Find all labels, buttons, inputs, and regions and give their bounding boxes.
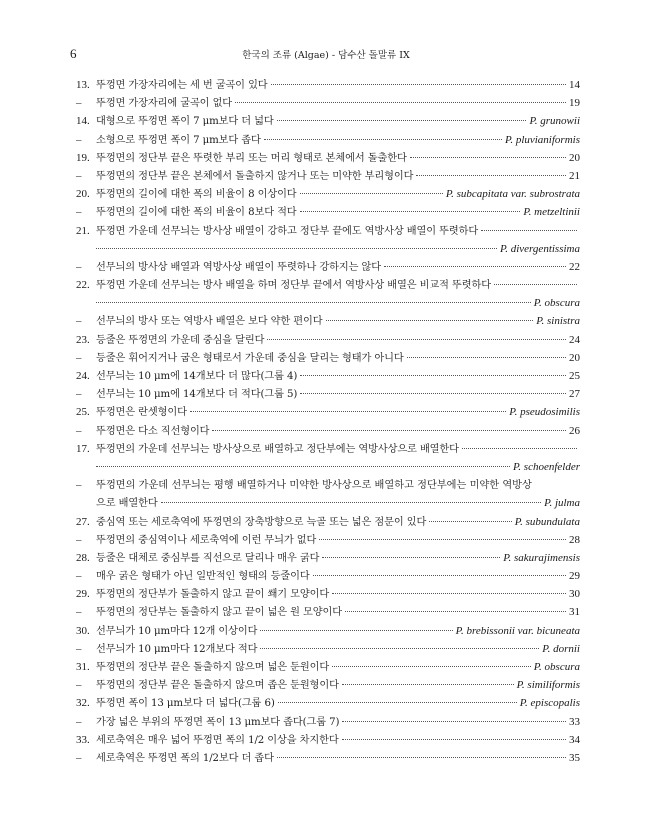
couplet-number: 23. bbox=[76, 333, 90, 346]
taxon-name: P. obscura bbox=[533, 661, 580, 673]
key-line bbox=[76, 422, 580, 440]
key-line bbox=[76, 112, 580, 130]
leader-dots bbox=[345, 611, 566, 612]
taxon-name: P. pluvianiformis bbox=[505, 133, 580, 146]
taxon-name: P. episcopalis bbox=[519, 697, 580, 710]
key-line bbox=[76, 694, 580, 712]
taxon-name: P. similiformis bbox=[516, 679, 580, 692]
taxon-name: P. brebissonii var. bicuneata bbox=[455, 624, 580, 637]
couplet-number: 24. bbox=[76, 370, 90, 382]
leader-dots bbox=[260, 648, 539, 649]
couplet-number: – bbox=[76, 533, 82, 546]
leader-dots bbox=[300, 375, 566, 376]
couplet-target: 14 bbox=[569, 79, 580, 91]
leader-dots bbox=[96, 466, 510, 467]
leader-dots bbox=[300, 211, 521, 212]
couplet-number: 19. bbox=[76, 151, 90, 164]
couplet-number: 13. bbox=[76, 79, 90, 91]
key-line bbox=[76, 131, 580, 149]
key-line bbox=[76, 258, 580, 276]
page-number: 6 bbox=[70, 46, 77, 61]
couplet-number: – bbox=[76, 351, 82, 364]
leader-dots bbox=[342, 739, 566, 740]
couplet-number: – bbox=[76, 479, 82, 492]
leader-dots bbox=[416, 175, 566, 176]
key-line bbox=[76, 713, 580, 731]
couplet-number: – bbox=[76, 424, 82, 437]
taxon-name: P. dornii bbox=[542, 642, 580, 655]
taxon-name: P. divergentissima bbox=[499, 242, 580, 255]
couplet-number: – bbox=[76, 388, 82, 401]
couplet-text: 뚜껑면 가장자리에는 세 번 굴곡이 있다 bbox=[96, 80, 268, 91]
couplet-target: 31 bbox=[569, 606, 580, 619]
leader-dots bbox=[300, 193, 443, 194]
couplet-text: 뚜껑면 가운데 선무늬는 방사상 배열이 강하고 정단부 끝에도 역방사상 배열이 뚜렷하다 bbox=[96, 225, 479, 237]
couplet-target: 33 bbox=[569, 715, 580, 728]
leader-dots bbox=[342, 684, 514, 685]
couplet-target: 29 bbox=[569, 570, 580, 583]
couplet-text: 뚜껑면 폭이 13 μm보다 더 넓다(그룹 6) bbox=[96, 698, 275, 710]
couplet-number: 21. bbox=[76, 224, 90, 237]
key-line bbox=[76, 222, 580, 240]
couplet-text: 뚜껑면의 가운데 선무늬는 방사상으로 배열하고 정단부에는 역방사상으로 배열한다 bbox=[96, 443, 459, 455]
couplet-number: – bbox=[76, 206, 82, 219]
couplet-number: – bbox=[76, 570, 82, 583]
key-line bbox=[76, 676, 580, 694]
couplet-number: 27. bbox=[76, 515, 90, 528]
couplet-text: 뚜껑면의 정단부 끝은 뚜렷한 부리 또는 머리 형태로 본체에서 돌출한다 bbox=[96, 152, 407, 164]
couplet-number: – bbox=[76, 642, 82, 655]
key-line bbox=[76, 622, 580, 640]
couplet-text: 소형으로 뚜껑면 폭이 7 μm보다 좁다 bbox=[96, 134, 261, 146]
couplet-text: 뚜껑면의 정단부는 돌출하지 않고 끝이 넓은 원 모양이다 bbox=[96, 607, 343, 619]
couplet-text: 중심역 또는 세로축역에 뚜껑면의 장축방향으로 늑골 또는 넓은 점문이 있다 bbox=[96, 516, 427, 528]
couplet-target: 22 bbox=[569, 260, 580, 273]
couplet-text: 대형으로 뚜껑면 폭이 7 μm보다 더 넓다 bbox=[96, 116, 274, 128]
couplet-number: 14. bbox=[76, 115, 90, 128]
couplet-text: 선무늬는 10 μm에 14개보다 더 적다(그룹 5) bbox=[96, 389, 298, 401]
couplet-text: 세로축역은 뚜껑면 폭의 1/2보다 더 좁다 bbox=[96, 752, 274, 764]
couplet-target: 24 bbox=[569, 333, 580, 346]
leader-dots bbox=[161, 502, 542, 503]
identification-key bbox=[76, 76, 580, 767]
leader-dots bbox=[212, 430, 566, 431]
leader-dots bbox=[322, 557, 500, 558]
couplet-number: – bbox=[76, 715, 82, 728]
couplet-text: 뚜껑면의 중심역이나 세로축역에 이런 무늬가 없다 bbox=[96, 534, 317, 546]
leader-dots bbox=[462, 448, 577, 449]
taxon-name: P. julma bbox=[544, 497, 580, 510]
couplet-number: 28. bbox=[76, 551, 90, 564]
couplet-target: 34 bbox=[569, 733, 580, 746]
key-line bbox=[76, 167, 580, 185]
key-line bbox=[76, 513, 580, 531]
couplet-number: 32. bbox=[76, 697, 90, 710]
leader-dots bbox=[429, 521, 512, 522]
running-title: 한국의 조류 (Algae) - 담수산 돌말류 IX bbox=[242, 50, 410, 61]
leader-dots bbox=[319, 539, 566, 540]
couplet-text: 뚜껑면은 다소 직선형이다 bbox=[96, 425, 210, 437]
key-line bbox=[76, 440, 580, 458]
leader-dots bbox=[96, 248, 497, 249]
couplet-target: 20 bbox=[569, 151, 580, 164]
key-line bbox=[76, 276, 580, 294]
couplet-text: 으로 배열한다 bbox=[96, 498, 158, 510]
couplet-target: 19 bbox=[569, 97, 580, 110]
leader-dots bbox=[332, 666, 531, 667]
couplet-text: 선무늬가 10 μm마다 12개 이상이다 bbox=[96, 625, 258, 637]
leader-dots bbox=[342, 721, 566, 722]
couplet-target: 30 bbox=[569, 588, 580, 601]
key-line bbox=[76, 567, 580, 585]
leader-dots bbox=[313, 575, 566, 576]
taxon-name: P. pseudosimilis bbox=[509, 406, 580, 419]
key-line bbox=[76, 367, 580, 385]
taxon-name: P. grunowii bbox=[529, 115, 580, 128]
leader-dots bbox=[481, 230, 577, 231]
couplet-text: 뚜껑면의 정단부 끝은 돌출하지 않으며 좁은 둔원형이다 bbox=[96, 680, 339, 692]
leader-dots bbox=[277, 120, 527, 121]
couplet-text: 선무늬의 방사 또는 역방사 배열은 보다 약한 편이다 bbox=[96, 316, 323, 328]
couplet-text: 선무늬의 방사상 배열과 역방사상 배열이 뚜렷하나 강하지는 않다 bbox=[96, 261, 381, 273]
couplet-text: 선무늬는 10 μm에 14개보다 더 많다(그룹 4) bbox=[96, 371, 298, 382]
couplet-number: 22. bbox=[76, 279, 90, 292]
key-line bbox=[76, 603, 580, 621]
couplet-text: 세로축역은 매우 넓어 뚜껑면 폭의 1/2 이상을 차지한다 bbox=[96, 734, 339, 746]
couplet-text: 뚜껑면의 정단부 끝은 돌출하지 않으며 넓은 둔원이다 bbox=[96, 662, 330, 673]
key-line bbox=[76, 549, 580, 567]
key-line bbox=[76, 749, 580, 767]
couplet-text: 뚜껑면의 정단부가 돌출하지 않고 끝이 쐐기 모양이다 bbox=[96, 589, 330, 601]
couplet-number: – bbox=[76, 751, 82, 764]
leader-dots bbox=[267, 339, 566, 340]
couplet-text: 뚜껑면 가운데 선무늬는 방사 배열을 하며 정단부 끝에서 역방사상 배열은 비교적 뚜렷하다 bbox=[96, 280, 491, 292]
couplet-text: 뚜껑면의 가운데 선무늬는 평행 배열하거나 미약한 방사상으로 배열하고 정단부에는 미약한 역방상 bbox=[96, 480, 532, 492]
couplet-target: 35 bbox=[569, 751, 580, 764]
leader-dots bbox=[264, 139, 502, 140]
couplet-number: 17. bbox=[76, 442, 90, 455]
leader-dots bbox=[494, 284, 577, 285]
leader-dots bbox=[326, 320, 534, 321]
taxon-name: P. sakurajimensis bbox=[503, 551, 580, 564]
couplet-target: 28 bbox=[569, 533, 580, 546]
couplet-text: 선무늬가 10 μm마다 12개보다 적다 bbox=[96, 643, 258, 655]
couplet-text: 뚜껑면의 길이에 대한 폭의 비율이 8보다 적다 bbox=[96, 207, 297, 219]
key-line bbox=[76, 312, 580, 330]
key-line bbox=[76, 731, 580, 749]
leader-dots bbox=[260, 630, 452, 631]
key-line bbox=[76, 476, 580, 494]
couplet-target: 20 bbox=[569, 351, 580, 364]
leader-dots bbox=[410, 157, 566, 158]
couplet-number: – bbox=[76, 606, 82, 619]
leader-dots bbox=[278, 702, 517, 703]
key-line bbox=[76, 203, 580, 221]
couplet-number: – bbox=[76, 260, 82, 273]
couplet-number: – bbox=[76, 97, 82, 110]
couplet-text: 뚜껑면 가장자리에 굴곡이 없다 bbox=[96, 98, 233, 110]
leader-dots bbox=[271, 84, 566, 85]
couplet-text: 뚜껑면의 정단부 끝은 본체에서 돌출하지 않거나 또는 미약한 부리형이다 bbox=[96, 170, 414, 182]
taxon-name: P. obscura bbox=[533, 297, 580, 310]
couplet-text: 등줄은 뚜껑면의 가운데 중심을 달린다 bbox=[96, 334, 265, 346]
key-line bbox=[76, 240, 580, 258]
leader-dots bbox=[96, 302, 531, 303]
key-line bbox=[76, 76, 580, 94]
taxon-name: P. metzeltinii bbox=[523, 206, 580, 219]
key-line bbox=[76, 658, 580, 676]
couplet-number: – bbox=[76, 133, 82, 146]
leader-dots bbox=[277, 757, 566, 758]
key-line bbox=[76, 640, 580, 658]
couplet-target: 26 bbox=[569, 424, 580, 437]
couplet-text: 뚜껑면은 란셋형이다 bbox=[96, 407, 187, 419]
couplet-number: 30. bbox=[76, 624, 90, 637]
couplet-text: 가장 넓은 부위의 뚜껑면 폭이 13 μm보다 좁다(그룹 7) bbox=[96, 716, 340, 728]
taxon-name: P. subundulata bbox=[514, 515, 580, 528]
key-line bbox=[76, 458, 580, 476]
key-line bbox=[76, 494, 580, 512]
couplet-number: 33. bbox=[76, 733, 90, 746]
couplet-text: 등줄은 휘어지거나 굽은 형태로서 가운데 중심을 달리는 형태가 아니다 bbox=[96, 352, 404, 364]
key-line bbox=[76, 294, 580, 312]
key-line bbox=[76, 331, 580, 349]
leader-dots bbox=[384, 266, 566, 267]
taxon-name: P. subcapitata var. subrostrata bbox=[445, 188, 580, 201]
couplet-number: 29. bbox=[76, 588, 90, 601]
leader-dots bbox=[407, 357, 566, 358]
couplet-target: 21 bbox=[569, 169, 580, 182]
taxon-name: P. schoenfelder bbox=[512, 460, 580, 473]
taxon-name: P. sinistra bbox=[536, 315, 580, 328]
leader-dots bbox=[235, 102, 566, 103]
couplet-number: – bbox=[76, 679, 82, 692]
key-line bbox=[76, 94, 580, 112]
couplet-text: 뚜껑면의 길이에 대한 폭의 비율이 8 이상이다 bbox=[96, 189, 297, 201]
couplet-number: – bbox=[76, 169, 82, 182]
couplet-number: 20. bbox=[76, 188, 90, 201]
key-line bbox=[76, 185, 580, 203]
key-line bbox=[76, 585, 580, 603]
couplet-target: 27 bbox=[569, 388, 580, 401]
couplet-text: 매우 굵은 형태가 아닌 일반적인 형태의 등줄이다 bbox=[96, 571, 310, 583]
couplet-number: 31. bbox=[76, 661, 90, 673]
key-line bbox=[76, 149, 580, 167]
key-line bbox=[76, 531, 580, 549]
key-line bbox=[76, 403, 580, 421]
leader-dots bbox=[190, 411, 506, 412]
key-line bbox=[76, 385, 580, 403]
couplet-number: 25. bbox=[76, 406, 90, 419]
key-line bbox=[76, 349, 580, 367]
couplet-text: 등줄은 대체로 중심부를 직선으로 달리나 매우 굵다 bbox=[96, 552, 320, 564]
couplet-target: 25 bbox=[569, 370, 580, 382]
leader-dots bbox=[300, 393, 566, 394]
leader-dots bbox=[332, 593, 566, 594]
couplet-number: – bbox=[76, 315, 82, 328]
page-header bbox=[70, 46, 582, 62]
